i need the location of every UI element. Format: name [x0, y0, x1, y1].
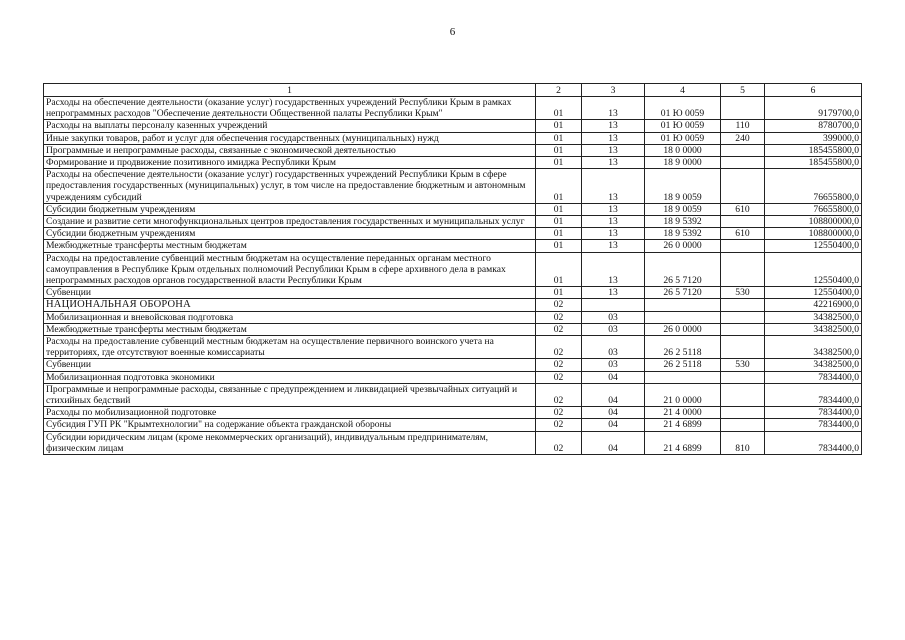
section-code-cell: 01 — [536, 252, 582, 287]
subsection-code-cell — [582, 299, 645, 311]
section-code-cell: 02 — [536, 323, 582, 335]
target-article-cell: 21 4 6899 — [645, 419, 721, 431]
section-code-cell: 01 — [536, 203, 582, 215]
section-code-cell: 02 — [536, 336, 582, 359]
row-name-cell: Субвенции — [44, 287, 536, 299]
table-row — [44, 144, 862, 156]
table-row — [44, 240, 862, 252]
table-row — [44, 132, 862, 144]
subsection-code-cell: 13 — [582, 216, 645, 228]
table-row — [44, 169, 862, 204]
amount-cell: 108800000,0 — [765, 216, 862, 228]
row-name-cell: Расходы на выплаты персоналу казенных учреждений — [44, 120, 536, 132]
amount-cell: 76655800,0 — [765, 169, 862, 204]
table-row — [44, 299, 862, 311]
table-header-row — [44, 84, 862, 97]
amount-cell: 12550400,0 — [765, 287, 862, 299]
target-article-cell: 18 0 0000 — [645, 144, 721, 156]
row-name-cell: Расходы на обеспечение деятельности (оказание услуг) государственных учреждений Республики Крым в сфере предоставления государственных (муниципальных) услуг, в том числе на предоставление бюджетным и автономным учреждениям субсидий — [44, 169, 536, 204]
target-article-cell: 18 9 5392 — [645, 216, 721, 228]
subsection-code-cell: 03 — [582, 359, 645, 371]
target-article-cell — [645, 311, 721, 323]
section-code-cell: 02 — [536, 371, 582, 383]
amount-cell: 7834400,0 — [765, 431, 862, 454]
subsection-code-cell: 13 — [582, 169, 645, 204]
row-name-cell: Расходы на обеспечение деятельности (оказание услуг) государственных учреждений Республики Крым в рамках непрограммных расходов "Обеспечение деятельности Общественной палаты Республики Крым" — [44, 97, 536, 120]
subsection-code-cell: 04 — [582, 383, 645, 406]
amount-cell: 34382500,0 — [765, 359, 862, 371]
expense-type-cell — [721, 97, 765, 120]
expense-type-cell — [721, 371, 765, 383]
table-row — [44, 431, 862, 454]
section-code-cell: 01 — [536, 216, 582, 228]
table-row — [44, 359, 862, 371]
row-name-cell: Субсидии бюджетным учреждениям — [44, 203, 536, 215]
expense-type-cell: 110 — [721, 120, 765, 132]
target-article-cell: 21 4 0000 — [645, 407, 721, 419]
expense-type-cell: 530 — [721, 287, 765, 299]
expense-type-cell — [721, 336, 765, 359]
table-row — [44, 203, 862, 215]
section-code-cell: 02 — [536, 299, 582, 311]
row-name-cell: НАЦИОНАЛЬНАЯ ОБОРОНА — [44, 299, 536, 311]
row-name-cell: Субсидия ГУП РК "Крымтехнологии" на содержание объекта гражданской обороны — [44, 419, 536, 431]
expense-type-cell — [721, 407, 765, 419]
subsection-code-cell: 13 — [582, 240, 645, 252]
column-header-2: 2 — [536, 84, 582, 97]
row-name-cell: Программные и непрограммные расходы, связанные с предупреждением и ликвидацией чрезвычайных ситуаций и стихийных бедствий — [44, 383, 536, 406]
table-row — [44, 157, 862, 169]
target-article-cell: 26 5 7120 — [645, 252, 721, 287]
amount-cell: 8780700,0 — [765, 120, 862, 132]
row-name-cell: Межбюджетные трансферты местным бюджетам — [44, 323, 536, 335]
section-code-cell: 01 — [536, 157, 582, 169]
section-code-cell: 02 — [536, 311, 582, 323]
column-header-1: 1 — [44, 84, 536, 97]
table-row — [44, 252, 862, 287]
subsection-code-cell: 13 — [582, 157, 645, 169]
target-article-cell: 26 0 0000 — [645, 240, 721, 252]
expense-type-cell: 240 — [721, 132, 765, 144]
amount-cell: 7834400,0 — [765, 371, 862, 383]
row-name-cell: Расходы по мобилизационной подготовке — [44, 407, 536, 419]
amount-cell: 7834400,0 — [765, 419, 862, 431]
budget-table — [43, 83, 862, 455]
row-name-cell: Мобилизационная и вневойсковая подготовка — [44, 311, 536, 323]
section-code-cell: 02 — [536, 431, 582, 454]
subsection-code-cell: 13 — [582, 203, 645, 215]
subsection-code-cell: 13 — [582, 132, 645, 144]
table-body — [44, 97, 862, 455]
row-name-cell: Создание и развитие сети многофункциональных центров предоставления государственных и муниципальных услуг — [44, 216, 536, 228]
row-name-cell: Субсидии юридическим лицам (кроме некоммерческих организаций), индивидуальным предпринимателям, физическим лицам — [44, 431, 536, 454]
amount-cell: 185455800,0 — [765, 157, 862, 169]
amount-cell: 185455800,0 — [765, 144, 862, 156]
target-article-cell: 26 5 7120 — [645, 287, 721, 299]
row-name-cell: Программные и непрограммные расходы, связанные с экономической деятельностью — [44, 144, 536, 156]
section-code-cell: 02 — [536, 407, 582, 419]
table-row — [44, 323, 862, 335]
table-row — [44, 216, 862, 228]
target-article-cell: 21 0 0000 — [645, 383, 721, 406]
column-header-3: 3 — [582, 84, 645, 97]
target-article-cell: 26 2 5118 — [645, 359, 721, 371]
amount-cell: 399000,0 — [765, 132, 862, 144]
table-row — [44, 419, 862, 431]
target-article-cell: 01 Ю 0059 — [645, 132, 721, 144]
amount-cell: 9179700,0 — [765, 97, 862, 120]
section-code-cell: 02 — [536, 383, 582, 406]
amount-cell: 34382500,0 — [765, 323, 862, 335]
table-row — [44, 336, 862, 359]
column-header-4: 4 — [645, 84, 721, 97]
amount-cell: 42216900,0 — [765, 299, 862, 311]
table-row — [44, 287, 862, 299]
section-code-cell: 01 — [536, 120, 582, 132]
expense-type-cell: 610 — [721, 203, 765, 215]
row-name-cell: Межбюджетные трансферты местным бюджетам — [44, 240, 536, 252]
subsection-code-cell: 13 — [582, 252, 645, 287]
subsection-code-cell: 04 — [582, 431, 645, 454]
expense-type-cell — [721, 169, 765, 204]
amount-cell: 34382500,0 — [765, 311, 862, 323]
table-row — [44, 97, 862, 120]
subsection-code-cell: 03 — [582, 323, 645, 335]
row-name-cell: Расходы на предоставление субвенций местным бюджетам на осуществление переданных органам местного самоуправления в Республике Крым отдельных полномочий Республики Крым в сфере архивного дела в рамках непрограммных расходов органов государственной власти Республики Крым — [44, 252, 536, 287]
target-article-cell: 18 9 0059 — [645, 203, 721, 215]
section-code-cell: 02 — [536, 359, 582, 371]
expense-type-cell — [721, 144, 765, 156]
row-name-cell: Субсидии бюджетным учреждениям — [44, 228, 536, 240]
expense-type-cell — [721, 311, 765, 323]
amount-cell: 7834400,0 — [765, 407, 862, 419]
target-article-cell — [645, 299, 721, 311]
row-name-cell: Иные закупки товаров, работ и услуг для обеспечения государственных (муниципальных) нужд — [44, 132, 536, 144]
subsection-code-cell: 13 — [582, 228, 645, 240]
expense-type-cell — [721, 216, 765, 228]
table-row — [44, 120, 862, 132]
section-code-cell: 01 — [536, 228, 582, 240]
expense-type-cell — [721, 157, 765, 169]
expense-type-cell: 610 — [721, 228, 765, 240]
subsection-code-cell: 04 — [582, 419, 645, 431]
expense-type-cell — [721, 240, 765, 252]
amount-cell: 76655800,0 — [765, 203, 862, 215]
amount-cell: 108800000,0 — [765, 228, 862, 240]
target-article-cell — [645, 371, 721, 383]
expense-type-cell — [721, 299, 765, 311]
target-article-cell: 26 0 0000 — [645, 323, 721, 335]
section-code-cell: 01 — [536, 144, 582, 156]
page-number: 6 — [449, 26, 456, 38]
column-header-5: 5 — [721, 84, 765, 97]
table-row — [44, 228, 862, 240]
target-article-cell: 21 4 6899 — [645, 431, 721, 454]
expense-type-cell: 810 — [721, 431, 765, 454]
target-article-cell: 26 2 5118 — [645, 336, 721, 359]
section-code-cell: 01 — [536, 240, 582, 252]
row-name-cell: Формирование и продвижение позитивного имиджа Республики Крым — [44, 157, 536, 169]
section-code-cell: 02 — [536, 419, 582, 431]
section-code-cell: 01 — [536, 287, 582, 299]
row-name-cell: Субвенции — [44, 359, 536, 371]
subsection-code-cell: 13 — [582, 97, 645, 120]
expense-type-cell: 530 — [721, 359, 765, 371]
table-row — [44, 383, 862, 406]
column-header-6: 6 — [765, 84, 862, 97]
target-article-cell: 18 9 0059 — [645, 169, 721, 204]
amount-cell: 7834400,0 — [765, 383, 862, 406]
row-name-cell: Расходы на предоставление субвенций местным бюджетам на осуществление первичного воинского учета на территориях, где отсутствуют военные комиссариаты — [44, 336, 536, 359]
section-code-cell: 01 — [536, 132, 582, 144]
expense-type-cell — [721, 419, 765, 431]
section-code-cell: 01 — [536, 97, 582, 120]
subsection-code-cell: 04 — [582, 371, 645, 383]
subsection-code-cell: 03 — [582, 311, 645, 323]
target-article-cell: 18 9 5392 — [645, 228, 721, 240]
expense-type-cell — [721, 252, 765, 287]
table-row — [44, 371, 862, 383]
expense-type-cell — [721, 383, 765, 406]
amount-cell: 12550400,0 — [765, 240, 862, 252]
amount-cell: 34382500,0 — [765, 336, 862, 359]
target-article-cell: 18 9 0000 — [645, 157, 721, 169]
subsection-code-cell: 03 — [582, 336, 645, 359]
row-name-cell: Мобилизационная подготовка экономики — [44, 371, 536, 383]
target-article-cell: 01 Ю 0059 — [645, 97, 721, 120]
target-article-cell: 01 Ю 0059 — [645, 120, 721, 132]
subsection-code-cell: 13 — [582, 120, 645, 132]
expense-type-cell — [721, 323, 765, 335]
section-code-cell: 01 — [536, 169, 582, 204]
table-row — [44, 407, 862, 419]
table-row — [44, 311, 862, 323]
subsection-code-cell: 13 — [582, 287, 645, 299]
subsection-code-cell: 13 — [582, 144, 645, 156]
subsection-code-cell: 04 — [582, 407, 645, 419]
amount-cell: 12550400,0 — [765, 252, 862, 287]
